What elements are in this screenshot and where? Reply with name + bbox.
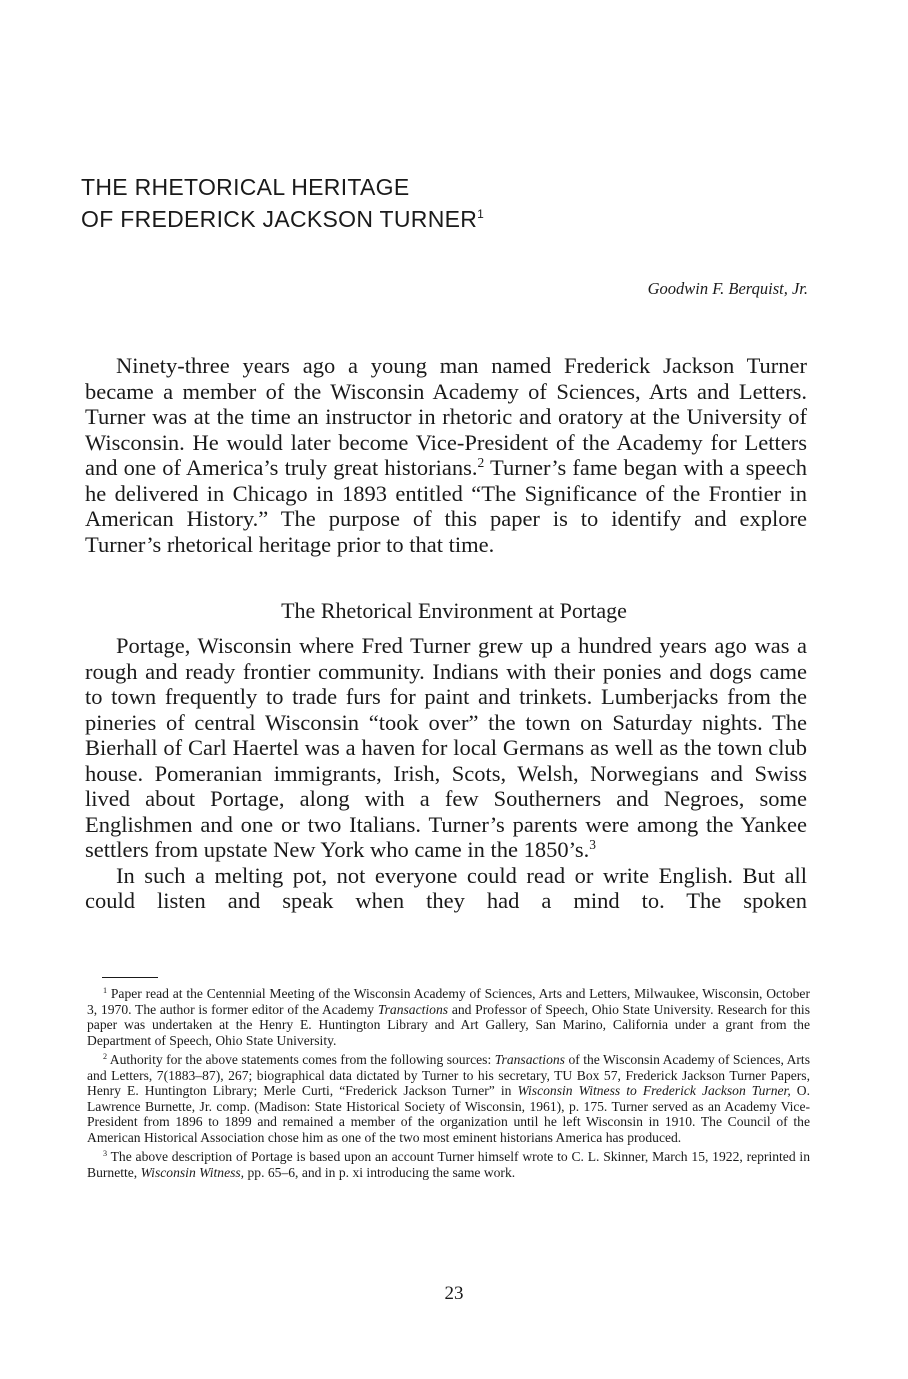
section-heading: The Rhetorical Environment at Portage: [281, 598, 627, 623]
paragraph-melting-pot: In such a melting pot, not everyone could read or write English. But all could listen and speak when they had a mind to. The spoken: [85, 862, 807, 913]
footnote-ref-3: 3: [589, 836, 597, 852]
paragraph-portage: Portage, Wisconsin where Fred Turner grew up a hundred years ago was a rough and ready frontier community. Indians with their ponies and dogs came to town frequently to trade furs for paint and trinkets. Lumberjacks from the pineries of central Wisconsin “took over” the town on Saturday nights. The Bierhall of Carl Haertel was a haven for local Germans as well as the town club house. Pomeranian immigrants, Irish, Scots, Welsh, Norwegians and Swiss lived about Portage, along with a few Southerners and Negroes, some Englishmen and one or two Italians. Turner’s parents were among the Yankee settlers from upstate New York who came in the 1850’s.$^3$: [85, 633, 807, 862]
title-line-1: THE RHETORICAL HERITAGE: [81, 174, 410, 200]
footnote-1: $^1$ Paper read at the Centennial Meeting of the Wisconsin Academy of Sciences, Arts and Letters, Milwaukee, Wisconsin, October 3, 1970. The author is former editor of the Academy Transactions and Professor of Speech, Ohio State University. Research for this paper was undertaken at the Henry E. Huntington Library and Art Gallery, San Marino, California under a grant from the Department of Speech, Ohio State University.: [87, 986, 810, 1048]
title-line-2: OF FREDERICK JACKSON TURNER$^1$: [81, 206, 485, 232]
section-body: [85, 633, 807, 914]
article-title: [81, 174, 484, 233]
title-footnote-marker: 1: [477, 207, 485, 221]
intro-paragraph-block: [85, 353, 807, 557]
footnote-marker: 3: [103, 1149, 108, 1159]
footnote-ref-2: 2: [477, 454, 485, 470]
footnote-2: $^2$ Authority for the above statements comes from the following sources: Transactions of the Wisconsin Academy of Sciences, Arts and Letters, 7(1883–87), 267; biographical data dictated by Turner to his secretary, TU Box 57, Frederick Jackson Turner Papers, Henry E. Huntington Library; Merle Curti, “Frederick Jackson Turner” in Wisconsin Witness to Frederick Jackson Turner, O. Lawrence Burnette, Jr. comp. (Madison: State Historical Society of Wisconsin, 1961), p. 175. Turner served as an Academy Vice-President from 1896 to 1899 and remained a member of the organization until he left Wisconsin in 1910. The Council of the American Historical Association chose him as one of the two most eminent historians America has produced.: [87, 1052, 811, 1145]
author-byline: Goodwin F. Berquist, Jr.: [647, 279, 808, 298]
footnote-marker: 1: [103, 986, 108, 996]
paragraph-intro: Ninety-three years ago a young man named Frederick Jackson Turner became a member of the Wisconsin Academy of Sciences, Arts and Letters. Turner was at the time an instructor in rhetoric and oratory at the University of Wisconsin. He would later become Vice-President of the Academy for Letters and one of America’s truly great historians.$^2$ Turner’s fame began with a speech he delivered in Chicago in 1893 entitled “The Significance of the Frontier in American History.” The purpose of this paper is to identify and explore Turner’s rhetorical heritage prior to that time.: [85, 353, 807, 557]
footnote-3: $^3$ The above description of Portage is based upon an account Turner himself wrote to C. L. Skinner, March 15, 1922, reprinted in Burnette, Wisconsin Witness, pp. 65–6, and in p. xi introducing the same work.: [87, 1149, 810, 1180]
footnote-divider: [102, 977, 158, 978]
page-number: 23: [444, 1283, 464, 1304]
footnote-marker: 2: [103, 1052, 108, 1062]
footnotes: [87, 986, 810, 1184]
